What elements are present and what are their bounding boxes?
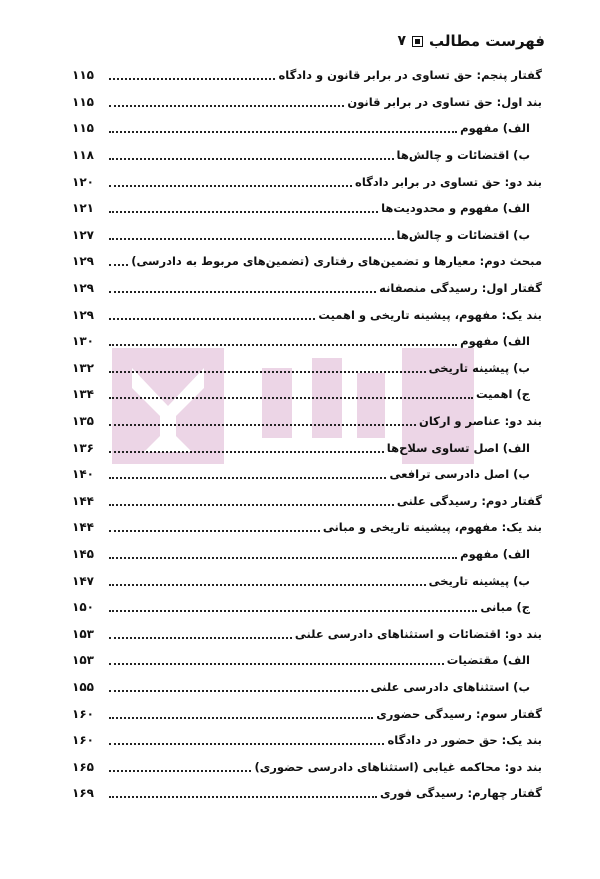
toc-entry-label: ب) اقتضائات و چالش‌ها [396,227,530,242]
toc-entry-page: ۱۴۴ [72,520,94,535]
toc-entry-page: ۱۱۵ [72,121,94,136]
toc-entry-label: بند اول: حق تساوی در برابر قانون [347,94,542,109]
toc-entry-label: الف) مفهوم [460,334,530,349]
toc-entry [72,700,542,727]
toc-entry-page: ۱۵۳ [72,626,94,641]
toc-leader-dots [109,788,377,798]
toc-entry-page: ۱۵۵ [72,679,94,694]
toc-entry [72,168,542,195]
toc-leader-dots [109,389,473,399]
toc-entry-label: گفتار پنجم: حق تساوی در برابر قانون و دادگاه [278,68,542,83]
toc-entry-page: ۱۴۴ [72,493,94,508]
filled-square-icon [412,36,423,47]
toc-entry-label: گفتار چهارم: رسیدگی فوری [380,786,542,801]
header-page-number: ۷ [397,33,407,49]
toc-entry [72,461,542,488]
toc-entry-page: ۱۴۷ [72,573,94,588]
toc-entry-label: الف) مفهوم [460,546,530,561]
toc-entry [72,115,542,142]
toc-entry-label: بند یک: مفهوم، پیشینه تاریخی و مبانی [322,520,542,535]
toc-entry-page: ۱۶۰ [72,706,94,721]
toc-leader-dots [109,496,394,506]
toc-entry [72,195,542,222]
toc-entry [72,434,542,461]
toc-entry-label: گفتار دوم: رسیدگی علنی [396,493,542,508]
toc-entry-page: ۱۱۵ [72,68,94,83]
toc-entry-page: ۱۵۰ [72,600,94,615]
toc-leader-dots [109,283,376,293]
toc-entry-label: بند دو: عناصر و ارکان [419,414,542,429]
toc-entry-page: ۱۱۸ [72,148,94,163]
toc-entry-label: ب) استثناهای دادرسی علنی [370,679,530,694]
toc-entry-page: ۱۲۹ [72,281,94,296]
toc-leader-dots [109,549,457,559]
toc-entry-label: بند دو: حق تساوی در برابر دادگاه [355,174,542,189]
toc-entry [72,62,542,89]
toc-entry-page: ۱۳۲ [72,360,94,375]
toc-entry-page: ۱۲۰ [72,174,94,189]
toc-leader-dots [109,97,344,107]
toc-entry [72,674,542,701]
toc-entry-page: ۱۳۶ [72,440,94,455]
toc-entry [72,620,542,647]
toc-leader-dots [109,762,251,772]
toc-entry-label: ج) اهمیت [475,387,530,402]
toc-entry [72,514,542,541]
toc-leader-dots [109,123,457,133]
toc-entry-label: الف) مفهوم [460,121,530,136]
toc-entry-page: ۱۳۵ [72,414,94,429]
toc-entry-page: ۱۶۵ [72,759,94,774]
toc-entry-label: بند دو: اقتضائات و استثناهای دادرسی علنی [294,626,542,641]
toc-entry [72,355,542,382]
toc-entry [72,408,542,435]
toc-entry [72,541,542,568]
toc-entry [72,328,542,355]
toc-leader-dots [109,310,315,320]
toc-leader-dots [109,629,292,639]
toc-entry-label: ج) مبانی [480,600,530,615]
toc-entry-page: ۱۵۳ [72,653,94,668]
toc-entry-page: ۱۳۰ [72,334,94,349]
toc-entry-page: ۱۲۷ [72,227,94,242]
toc-entry-label: الف) اصل تساوی سلاح‌ها [386,440,530,455]
toc-entry-page: ۱۶۹ [72,786,94,801]
toc-entry-page: ۱۴۰ [72,467,94,482]
toc-leader-dots [109,363,426,373]
toc-entry-page: ۱۶۰ [72,733,94,748]
toc-entry [72,488,542,515]
toc-leader-dots [109,469,386,479]
toc-entry-label: ب) اصل دادرسی ترافعی [389,467,530,482]
toc-entry-label: الف) مفهوم و محدودیت‌ها [381,201,530,216]
toc-leader-dots [109,682,368,692]
toc-entry-label: گفتار سوم: رسیدگی حضوری [376,706,542,721]
toc-entry [72,89,542,116]
toc-entry-page: ۱۱۵ [72,94,94,109]
toc-entry [72,381,542,408]
toc-entry-label: بند یک: حق حضور در دادگاه [387,733,542,748]
toc-leader-dots [109,177,352,187]
toc-entry [72,248,542,275]
toc-entry-label: مبحث دوم: معیارها و تضمین‌های رفتاری (تضمین‌های مربوط به دادرسی) [131,254,542,269]
toc-entry-page: ۱۲۹ [72,254,94,269]
toc-entry-label: بند یک: مفهوم، پیشینه تاریخی و اهمیت [318,307,542,322]
toc-entry-page: ۱۴۵ [72,546,94,561]
page-header [55,30,545,52]
toc-leader-dots [109,709,373,719]
toc-entry-page: ۱۳۴ [72,387,94,402]
toc-entry [72,567,542,594]
toc-entry-label: ب) اقتضائات و چالش‌ها [396,148,530,163]
toc-entry [72,727,542,754]
toc-entry-label: بند دو: محاکمه غیابی (استثناهای دادرسی حضوری) [254,759,542,774]
toc-leader-dots [109,443,384,453]
toc-entry-label: ب) پیشینه تاریخی [428,360,530,375]
toc-entry [72,222,542,249]
table-of-contents [72,62,542,807]
toc-leader-dots [109,256,128,266]
toc-leader-dots [109,336,457,346]
toc-entry-page: ۱۲۹ [72,307,94,322]
toc-leader-dots [109,416,416,426]
toc-entry [72,142,542,169]
toc-leader-dots [109,150,394,160]
toc-leader-dots [109,576,426,586]
toc-leader-dots [109,655,444,665]
toc-entry-label: الف) مقتضیات [446,653,530,668]
toc-leader-dots [109,230,394,240]
toc-entry-label: گفتار اول: رسیدگی منصفانه [379,281,542,296]
toc-entry-page: ۱۲۱ [72,201,94,216]
toc-leader-dots [109,602,477,612]
toc-leader-dots [109,203,378,213]
toc-leader-dots [109,735,384,745]
toc-entry [72,780,542,807]
header-title: فهرست مطالب [429,32,545,50]
toc-entry-label: ب) پیشینه تاریخی [428,573,530,588]
toc-entry [72,594,542,621]
toc-entry [72,301,542,328]
toc-entry [72,647,542,674]
toc-entry [72,275,542,302]
toc-entry [72,753,542,780]
toc-leader-dots [109,522,320,532]
toc-leader-dots [109,70,275,80]
